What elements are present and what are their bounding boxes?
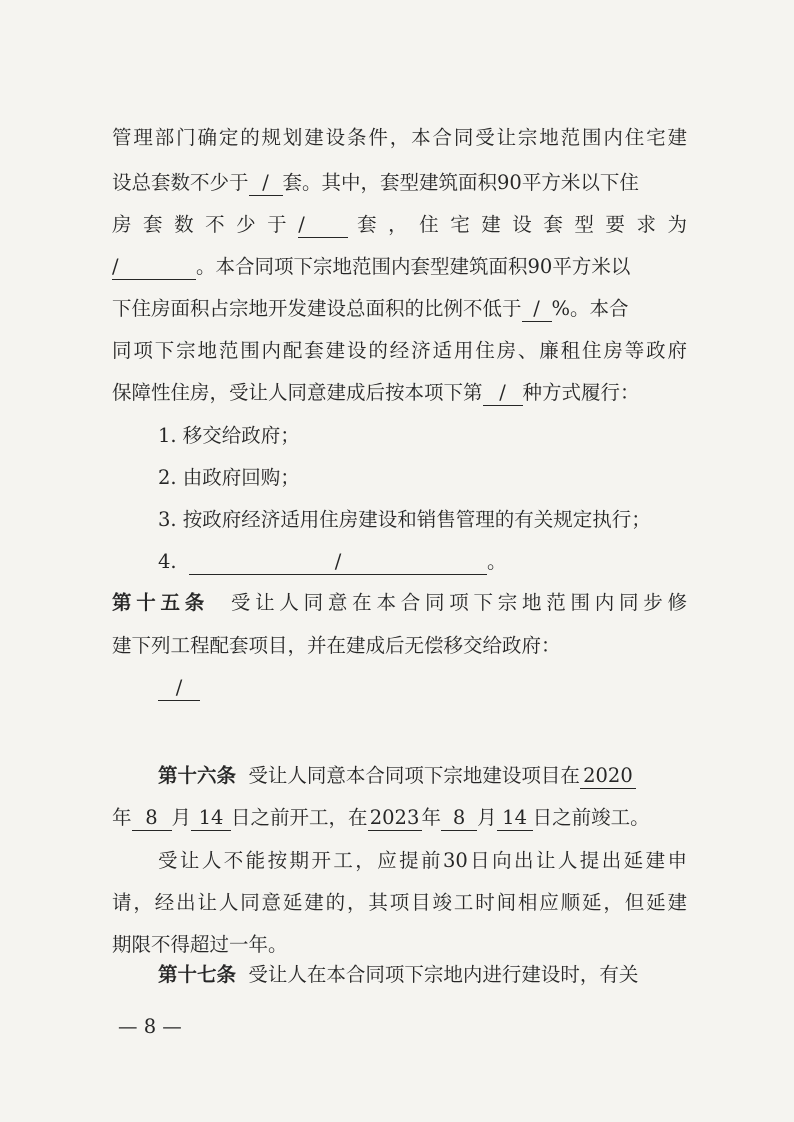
list-item — [158, 547, 687, 577]
text: 日之前开工，在 — [231, 806, 368, 829]
paragraph-line — [112, 378, 687, 408]
article-16 — [112, 761, 687, 791]
text: 保障性住房，受让人同意建成后按本项下第 — [112, 381, 483, 404]
blank-field: / — [522, 297, 552, 322]
start-year-field: 2020 — [580, 764, 636, 789]
paragraph-line — [112, 336, 687, 366]
text: 房 套 数 不 少 于 — [112, 213, 290, 236]
paragraph-line — [112, 123, 687, 153]
text: 种方式履行： — [522, 381, 640, 404]
text: 年 — [421, 806, 442, 829]
text: 日之前竣工。 — [532, 806, 650, 829]
text: 请，经出让人同意延建的，其项目竣工时间相应顺延，但延建 — [112, 891, 687, 914]
paragraph-line — [112, 210, 687, 240]
paragraph-line — [112, 930, 687, 960]
text: 受让人不能按期开工，应提前30日向出让人提出延建申 — [158, 849, 687, 872]
paragraph-line — [112, 803, 687, 833]
blank-field: / — [112, 255, 196, 280]
page-number: — 8 — — [118, 1015, 182, 1038]
list-item — [158, 463, 687, 493]
text: 4. — [158, 550, 177, 573]
blank-field: / — [483, 381, 523, 406]
end-month-field: 8 — [441, 806, 477, 831]
text: 。 — [487, 550, 507, 573]
end-day-field: 14 — [497, 806, 533, 831]
article-15 — [112, 588, 687, 618]
text: 1. 移交给政府； — [158, 424, 300, 447]
text: 。本合同项下宗地范围内套型建筑面积90平方米以 — [196, 255, 631, 278]
text: 套。其中，套型建筑面积90平方米以下住 — [282, 171, 639, 194]
text: 受让人在本合同项下宗地内进行建设时，有关 — [248, 963, 639, 986]
start-month-field: 8 — [132, 806, 172, 831]
text: 管理部门确定的规划建设条件，本合同受让宗地范围内住宅建 — [112, 126, 687, 149]
text: 3. 按政府经济适用住房建设和销售管理的有关规定执行； — [158, 508, 651, 531]
text: 受让人同意本合同项下宗地建设项目在 — [248, 764, 580, 787]
text: 受让人同意在本合同项下宗地范围内同步修 — [230, 591, 687, 614]
blank-field: / — [249, 171, 283, 196]
article-heading: 第十六条 — [158, 764, 237, 787]
blank-field: / — [189, 550, 487, 575]
text: 2. 由政府回购； — [158, 466, 300, 489]
blank-field: / — [158, 676, 200, 701]
article-heading: 第十五条 — [112, 591, 210, 614]
text: 月 — [477, 806, 497, 829]
article-heading: 第十七条 — [158, 963, 237, 986]
text: 下住房面积占宗地开发建设总面积的比例不低于 — [112, 297, 522, 320]
text: 年 — [112, 806, 132, 829]
text: 期限不得超过一年。 — [112, 933, 288, 956]
paragraph-line — [112, 631, 687, 661]
text: 同项下宗地范围内配套建设的经济适用住房、廉租住房等政府 — [112, 339, 687, 362]
paragraph-line — [112, 294, 687, 324]
text: 套 ， 住 宅 建 设 套 型 要 求 为 — [357, 213, 687, 236]
paragraph-line — [112, 168, 687, 198]
start-day-field: 14 — [191, 806, 231, 831]
paragraph-line — [112, 888, 687, 918]
paragraph-line — [158, 846, 687, 876]
text: %。本合 — [551, 297, 629, 320]
text: 月 — [171, 806, 192, 829]
list-item — [158, 505, 687, 535]
end-year-field: 2023 — [368, 806, 422, 831]
paragraph-line — [158, 673, 687, 703]
blank-field: / — [298, 213, 348, 238]
text: 设总套数不少于 — [112, 171, 249, 194]
paragraph-line — [112, 252, 687, 282]
article-17 — [112, 960, 687, 990]
text: 建下列工程配套项目，并在建成后无偿移交给政府： — [112, 634, 561, 657]
list-item — [158, 421, 687, 451]
